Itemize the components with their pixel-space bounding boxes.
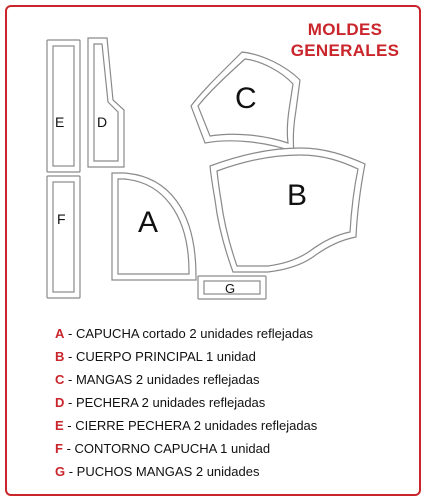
legend-text: - CONTORNO CAPUCHA 1 unidad — [62, 441, 271, 456]
piece-b-label: B — [287, 179, 308, 212]
legend-letter: G — [55, 464, 66, 479]
piece-d — [88, 38, 124, 167]
legend-letter: E — [55, 418, 64, 433]
legend-item-g — [55, 460, 395, 483]
piece-a-label: A — [138, 206, 159, 239]
piece-e — [47, 40, 80, 172]
legend — [55, 322, 395, 483]
legend-item-e — [55, 414, 395, 437]
legend-text: - MANGAS 2 unidades reflejadas — [64, 372, 260, 387]
piece-f-label: F — [57, 211, 66, 227]
legend-text: - PUCHOS MANGAS 2 unidades — [65, 464, 260, 479]
piece-e-label: E — [55, 114, 65, 130]
legend-item-d — [55, 391, 395, 414]
piece-c-label: C — [235, 82, 257, 115]
legend-letter: A — [55, 326, 65, 341]
legend-text: - CUERPO PRINCIPAL 1 unidad — [64, 349, 256, 364]
title-line-1: MOLDES — [307, 20, 383, 39]
legend-text: - PECHERA 2 unidades reflejadas — [64, 395, 266, 410]
legend-letter: C — [55, 372, 65, 387]
legend-item-f — [55, 437, 395, 460]
legend-text: - CAPUCHA cortado 2 unidades reflejadas — [64, 326, 313, 341]
legend-item-a — [55, 322, 395, 345]
piece-d-label: D — [97, 114, 108, 130]
piece-f — [47, 176, 80, 298]
legend-item-c — [55, 368, 395, 391]
legend-letter: B — [55, 349, 65, 364]
legend-letter: F — [55, 441, 63, 456]
legend-text: - CIERRE PECHERA 2 unidades reflejadas — [63, 418, 318, 433]
legend-item-b — [55, 345, 395, 368]
legend-letter: D — [55, 395, 65, 410]
title-line-2: GENERALES — [290, 41, 400, 60]
piece-g-label: G — [225, 281, 236, 296]
